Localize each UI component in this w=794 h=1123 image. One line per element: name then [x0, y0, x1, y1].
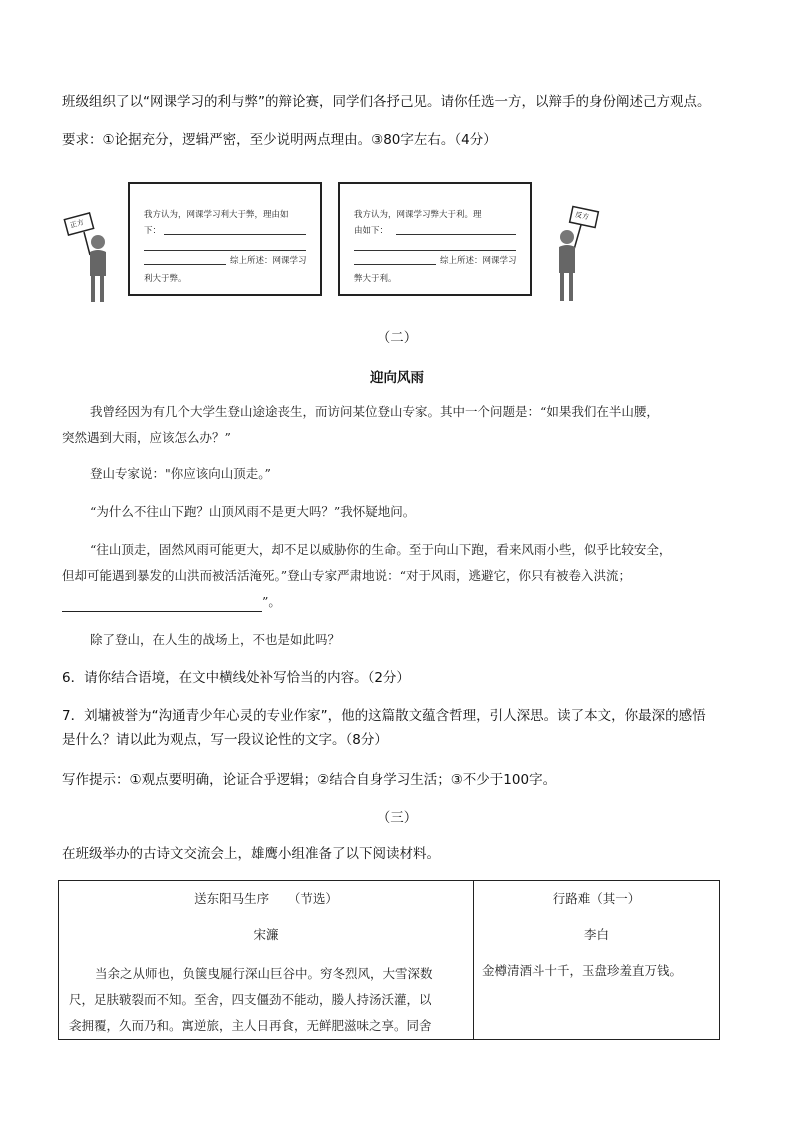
- left-board-line1: 我方认为，网课学习利大于弊，理由如: [144, 210, 289, 220]
- essay-para4-line1: “往山顶走，固然风雨可能更大，却不足以威胁你的生命。至于向山下跑，看来风雨小些，似乎比较安全，: [90, 542, 672, 557]
- reading-material-table: [58, 880, 720, 1040]
- essay-para2: 登山专家说："你应该向山顶走。”: [90, 466, 271, 481]
- left-sign-label: 正方: [69, 218, 85, 230]
- essay-para3: “为什么不往山下跑？山顶风雨不是更大吗？”我怀疑地问。: [90, 504, 416, 519]
- left-board-line3: 综上所述：网课学习: [230, 256, 307, 266]
- question-7-line2: 是什么？请以此为观点，写一段议论性的文字。（8分）: [62, 732, 388, 748]
- essay-para4-line3: ”。: [62, 592, 281, 612]
- right-board-line4: 弊大于利。: [354, 274, 397, 284]
- left-argument-board: [128, 182, 322, 296]
- section-three-number: （三）: [376, 810, 418, 826]
- left-text-title: 送东阳马生序 （节选）: [194, 891, 338, 906]
- right-text-title: 行路难（其一）: [552, 891, 641, 906]
- right-text-line1: 金樽清酒斗十千，玉盘珍羞直万钱。: [482, 963, 683, 978]
- section-three-intro: 在班级举办的古诗文交流会上，雄鹰小组准备了以下阅读材料。: [62, 846, 440, 862]
- left-text-author: 宋濂: [253, 927, 279, 942]
- right-board-line2: 由如下：: [354, 226, 389, 236]
- essay-para1-line2: 突然遇到大雨，应该怎么办？”: [62, 430, 231, 445]
- right-board-line3: 综上所述：网课学习: [440, 256, 517, 266]
- left-text-line1: 当余之从师也，负箧曳屣行深山巨谷中。穷冬烈风，大雪深数: [95, 966, 433, 981]
- essay-title: 迎向风雨: [370, 370, 424, 386]
- fill-in-blank[interactable]: [62, 597, 262, 612]
- writing-hint: 写作提示：①观点要明确，论证合乎逻辑；②结合自身学习生活；③不少于100字。: [62, 772, 557, 788]
- debate-intro: 班级组织了以“网课学习的利与弊”的辩论赛，同学们各抒己见。请你任选一方，以辩手的身份阐述己方观点。: [62, 94, 711, 110]
- essay-para4-line2: 但却可能遇到暴发的山洪而被活活淹死。”登山专家严肃地说：“对于风雨，逃避它，你只有被卷入洪流；: [62, 568, 632, 583]
- left-board-line4: 利大于弊。: [144, 274, 187, 284]
- essay-para1-line1: 我曾经因为有几个大学生登山途途丧生，而访问某位登山专家。其中一个问题是：“如果我们在半山腰，: [90, 404, 659, 419]
- left-text-line3: 衾拥覆，久而乃和。寓逆旅，主人日再食，无鲜肥滋味之享。同舍: [69, 1018, 432, 1033]
- question-6: 6．请你结合语境，在文中横线处补写恰当的内容。（2分）: [62, 670, 410, 686]
- section-two-number: （二）: [376, 330, 418, 346]
- right-sign-label: 反方: [574, 210, 590, 222]
- essay-para5: 除了登山，在人生的战场上，不也是如此吗？: [90, 632, 341, 647]
- right-argument-board: [338, 182, 532, 296]
- left-text-line2: 尺，足肤皲裂而不知。至舍，四支僵劲不能动，媵人持汤沃灌，以: [69, 992, 432, 1007]
- debate-requirement: 要求：①论据充分，逻辑严密，至少说明两点理由。③80字左右。（4分）: [62, 132, 497, 148]
- right-debater-figure: [545, 205, 605, 305]
- right-board-line1: 我方认为，网课学习弊大于利。理: [354, 210, 482, 220]
- left-board-line2: 下：: [144, 226, 162, 236]
- question-7-line1: 7．刘墉被誉为“沟通青少年心灵的专业作家”，他的这篇散文蕴含哲理，引人深思。读了本文，你最深的感悟: [62, 708, 706, 724]
- right-text-author: 李白: [583, 927, 609, 942]
